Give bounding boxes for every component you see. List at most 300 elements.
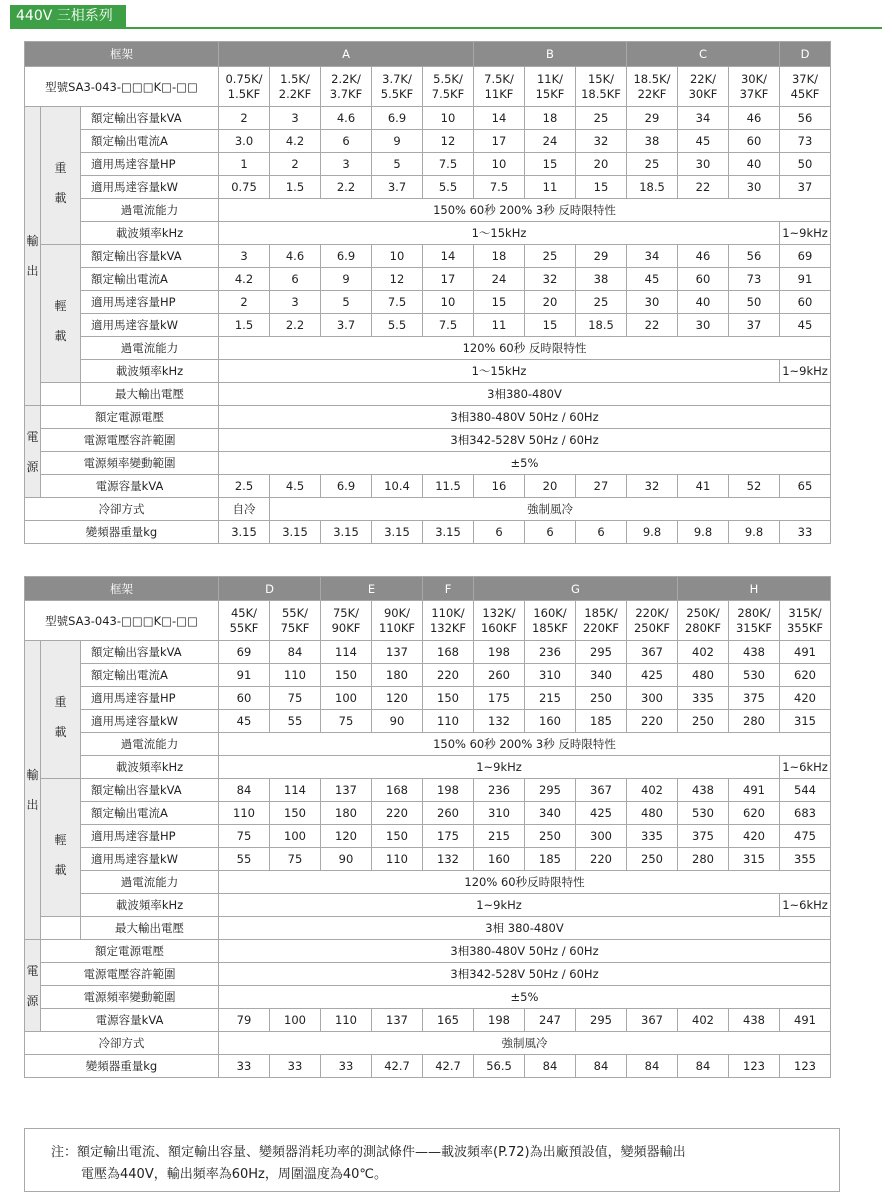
light-value: 2.2 — [270, 314, 321, 337]
frame-a: A — [219, 42, 474, 67]
spec-label: 額定輸出電流A — [81, 130, 219, 153]
light-value: 10 — [372, 245, 423, 268]
model-cell: 250K/ 280KF — [678, 601, 729, 641]
model-cell: 3.7K/ 5.5KF — [372, 67, 423, 107]
spec-label: 額定電源電壓 — [41, 406, 219, 429]
heavy-group-label: 重 載 — [41, 107, 81, 245]
heavy-value: 24 — [525, 130, 576, 153]
frame-g: G — [474, 577, 678, 601]
light-merged-value: 120% 60秒 反時限特性 — [219, 337, 831, 360]
light-value: 132 — [423, 848, 474, 871]
heavy-value: 37 — [780, 176, 831, 199]
power-value: 137 — [372, 1009, 423, 1032]
light-value: 295 — [525, 779, 576, 802]
weight-value: 84 — [627, 1055, 678, 1078]
light-value: 46 — [678, 245, 729, 268]
model-cell: 37K/ 45KF — [780, 67, 831, 107]
light-value: 180 — [321, 802, 372, 825]
model-cell: 22K/ 30KF — [678, 67, 729, 107]
spec-label: 額定輸出電流A — [81, 664, 219, 687]
light-value: 250 — [627, 848, 678, 871]
power-value: 295 — [576, 1009, 627, 1032]
weight-value: 42.7 — [372, 1055, 423, 1078]
model-cell: 30K/ 37KF — [729, 67, 780, 107]
heavy-value: 4.6 — [321, 107, 372, 130]
heavy-value: 260 — [474, 664, 525, 687]
power-value: 110 — [321, 1009, 372, 1032]
heavy-value: 160 — [525, 710, 576, 733]
heavy-value: 73 — [780, 130, 831, 153]
light-value: 73 — [729, 268, 780, 291]
light-merged-value: 1～15kHz — [219, 360, 780, 383]
heavy-value: 280 — [729, 710, 780, 733]
frame-h: H — [678, 577, 831, 601]
weight-value: 84 — [678, 1055, 729, 1078]
light-value: 310 — [474, 802, 525, 825]
heavy-value: 3 — [270, 107, 321, 130]
light-value: 17 — [423, 268, 474, 291]
light-value: 150 — [270, 802, 321, 825]
heavy-value: 220 — [423, 664, 474, 687]
spec-table-lower — [24, 576, 831, 1078]
spec-label: 額定輸出容量kVA — [81, 107, 219, 130]
heavy-value: 45 — [678, 130, 729, 153]
light-value: 280 — [678, 848, 729, 871]
heavy-value: 18 — [525, 107, 576, 130]
power-merged-value: ±5% — [219, 452, 831, 475]
spec-label: 變頻器重量kg — [25, 521, 219, 544]
light-value: 236 — [474, 779, 525, 802]
heavy-value: 215 — [525, 687, 576, 710]
spec-label: 電源電壓容許範圍 — [41, 429, 219, 452]
heavy-value: 620 — [780, 664, 831, 687]
weight-value: 33 — [321, 1055, 372, 1078]
cooling-rest-value: 強制風冷 — [219, 1032, 831, 1055]
light-value: 11 — [474, 314, 525, 337]
spec-label: 適用馬達容量HP — [81, 687, 219, 710]
light-value: 91 — [780, 268, 831, 291]
heavy-value: 14 — [474, 107, 525, 130]
power-value: 100 — [270, 1009, 321, 1032]
light-value: 250 — [525, 825, 576, 848]
power-value: 198 — [474, 1009, 525, 1032]
spec-label: 過電流能力 — [81, 871, 219, 894]
spec-label: 過電流能力 — [81, 337, 219, 360]
light-value: 25 — [525, 245, 576, 268]
power-merged-value: 3相342-528V 50Hz / 60Hz — [219, 963, 831, 986]
weight-value: 123 — [780, 1055, 831, 1078]
power-merged-value: 3相380-480V 50Hz / 60Hz — [219, 940, 831, 963]
model-label: 型號SA3-043-□□□K□-□□ — [25, 601, 219, 641]
light-value: 315 — [729, 848, 780, 871]
heavy-value: 15 — [576, 176, 627, 199]
model-row — [25, 601, 831, 641]
heavy-value: 438 — [729, 641, 780, 664]
heavy-row — [25, 199, 831, 222]
heavy-value: 132 — [474, 710, 525, 733]
light-value: 2 — [219, 291, 270, 314]
model-cell: 11K/ 15KF — [525, 67, 576, 107]
note-line-2: 電壓為440V，輸出頻率為60Hz，周圍溫度為40℃。 — [81, 1167, 387, 1182]
light-value: 7.5 — [423, 314, 474, 337]
heavy-value: 295 — [576, 641, 627, 664]
light-value: 420 — [729, 825, 780, 848]
cooling-first-value: 自冷 — [219, 498, 270, 521]
weight-value: 9.8 — [627, 521, 678, 544]
frame-c: C — [627, 42, 780, 67]
light-value: 45 — [627, 268, 678, 291]
max-voltage-row — [25, 383, 831, 406]
heavy-value: 55 — [270, 710, 321, 733]
heavy-value: 50 — [780, 153, 831, 176]
model-cell: 110K/ 132KF — [423, 601, 474, 641]
model-cell: 5.5K/ 7.5KF — [423, 67, 474, 107]
light-value: 100 — [270, 825, 321, 848]
weight-value: 56.5 — [474, 1055, 525, 1078]
weight-row — [25, 521, 831, 544]
power-row — [25, 940, 831, 963]
heavy-value: 5 — [372, 153, 423, 176]
light-merged-value: 120% 60秒反時限特性 — [219, 871, 831, 894]
light-value: 480 — [627, 802, 678, 825]
heavy-value: 3.7 — [372, 176, 423, 199]
light-row — [25, 291, 831, 314]
light-group-label: 輕 載 — [41, 779, 81, 917]
weight-value: 3.15 — [423, 521, 474, 544]
heavy-value: 46 — [729, 107, 780, 130]
heavy-row — [25, 687, 831, 710]
power-value: 41 — [678, 475, 729, 498]
heavy-value: 84 — [270, 641, 321, 664]
light-value: 24 — [474, 268, 525, 291]
heavy-value: 1.5 — [270, 176, 321, 199]
cooling-rest-value: 強制風冷 — [270, 498, 831, 521]
model-cell: 55K/ 75KF — [270, 601, 321, 641]
max-voltage-row — [25, 917, 831, 940]
power-row — [25, 406, 831, 429]
heavy-value: 335 — [678, 687, 729, 710]
heavy-row — [25, 664, 831, 687]
weight-value: 3.15 — [372, 521, 423, 544]
model-label: 型號SA3-043-□□□K□-□□ — [25, 67, 219, 107]
spec-label: 適用馬達容量kW — [81, 848, 219, 871]
light-group-label: 輕 載 — [41, 245, 81, 383]
heavy-value: 32 — [576, 130, 627, 153]
power-value: 65 — [780, 475, 831, 498]
heavy-value: 4.2 — [270, 130, 321, 153]
power-value: 52 — [729, 475, 780, 498]
output-group-label: 輸 出 — [25, 641, 41, 940]
weight-value: 6 — [576, 521, 627, 544]
spec-label: 電源頻率變動範圍 — [41, 452, 219, 475]
heavy-value: 425 — [627, 664, 678, 687]
heavy-value: 90 — [372, 710, 423, 733]
heavy-value: 110 — [423, 710, 474, 733]
spec-label: 冷卻方式 — [25, 498, 219, 521]
model-cell: 132K/ 160KF — [474, 601, 525, 641]
weight-value: 3.15 — [270, 521, 321, 544]
heavy-group-label: 重 載 — [41, 641, 81, 779]
light-value: 40 — [678, 291, 729, 314]
heavy-row — [25, 710, 831, 733]
light-value: 620 — [729, 802, 780, 825]
heavy-row — [25, 756, 831, 779]
light-value: 438 — [678, 779, 729, 802]
heavy-value: 60 — [219, 687, 270, 710]
light-value: 367 — [576, 779, 627, 802]
model-cell: 90K/ 110KF — [372, 601, 423, 641]
light-value: 5 — [321, 291, 372, 314]
heavy-value: 7.5 — [474, 176, 525, 199]
spec-label: 電源容量kVA — [41, 475, 219, 498]
light-value: 6.9 — [321, 245, 372, 268]
spec-label: 變頻器重量kg — [25, 1055, 219, 1078]
light-value: 375 — [678, 825, 729, 848]
heavy-value: 0.75 — [219, 176, 270, 199]
spec-label: 電源容量kVA — [41, 1009, 219, 1032]
light-value: 491 — [729, 779, 780, 802]
power-row — [25, 429, 831, 452]
weight-value: 3.15 — [219, 521, 270, 544]
light-value: 15 — [474, 291, 525, 314]
heavy-value: 40 — [729, 153, 780, 176]
power-value: 10.4 — [372, 475, 423, 498]
weight-value: 6 — [474, 521, 525, 544]
note-box — [24, 1128, 840, 1192]
spec-label: 最大輸出電壓 — [81, 917, 219, 940]
light-value: 18.5 — [576, 314, 627, 337]
heavy-value: 75 — [270, 687, 321, 710]
heavy-tail-value: 1~6kHz — [780, 756, 831, 779]
light-tail-value: 1~6kHz — [780, 894, 831, 917]
weight-row — [25, 1055, 831, 1078]
light-value: 10 — [423, 291, 474, 314]
light-value: 25 — [576, 291, 627, 314]
power-merged-value: 3相342-528V 50Hz / 60Hz — [219, 429, 831, 452]
heavy-value: 12 — [423, 130, 474, 153]
frame-row — [25, 577, 831, 601]
heavy-value: 110 — [270, 664, 321, 687]
heavy-row — [25, 107, 831, 130]
light-value: 335 — [627, 825, 678, 848]
heavy-value: 69 — [219, 641, 270, 664]
heavy-value: 315 — [780, 710, 831, 733]
heavy-value: 168 — [423, 641, 474, 664]
note-line-1: 注：額定輸出電流、額定輸出容量、變頻器消耗功率的測試條件——載波頻率(P.72)為出廠預設值，變頻器輸出 — [51, 1145, 686, 1160]
spec-label: 適用馬達容量HP — [81, 291, 219, 314]
spec-label: 最大輸出電壓 — [81, 383, 219, 406]
heavy-value: 367 — [627, 641, 678, 664]
frame-row — [25, 42, 831, 67]
heavy-value: 6.9 — [372, 107, 423, 130]
light-value: 340 — [525, 802, 576, 825]
heavy-merged-value: 1～15kHz — [219, 222, 780, 245]
light-value: 4.2 — [219, 268, 270, 291]
model-cell: 315K/ 355KF — [780, 601, 831, 641]
weight-value: 9.8 — [678, 521, 729, 544]
heavy-value: 11 — [525, 176, 576, 199]
heavy-value: 60 — [729, 130, 780, 153]
max-voltage-spacer — [41, 383, 81, 406]
light-value: 55 — [219, 848, 270, 871]
light-value: 22 — [627, 314, 678, 337]
light-value: 90 — [321, 848, 372, 871]
power-value: 367 — [627, 1009, 678, 1032]
light-value: 30 — [678, 314, 729, 337]
model-cell: 0.75K/ 1.5KF — [219, 67, 270, 107]
light-value: 84 — [219, 779, 270, 802]
heavy-value: 91 — [219, 664, 270, 687]
heavy-value: 250 — [678, 710, 729, 733]
heavy-value: 7.5 — [423, 153, 474, 176]
power-value: 491 — [780, 1009, 831, 1032]
heavy-value: 300 — [627, 687, 678, 710]
weight-value: 84 — [576, 1055, 627, 1078]
light-value: 683 — [780, 802, 831, 825]
light-value: 20 — [525, 291, 576, 314]
spec-label: 額定輸出容量kVA — [81, 245, 219, 268]
section-title: 440V 三相系列 — [10, 5, 126, 27]
spec-label: 電源頻率變動範圍 — [41, 986, 219, 1009]
light-value: 3.7 — [321, 314, 372, 337]
frame-f: F — [423, 577, 474, 601]
heavy-value: 236 — [525, 641, 576, 664]
heavy-value: 6 — [321, 130, 372, 153]
light-row — [25, 825, 831, 848]
spec-label: 載波頻率kHz — [81, 360, 219, 383]
heavy-merged-value: 150% 60秒 200% 3秒 反時限特性 — [219, 199, 831, 222]
light-row — [25, 268, 831, 291]
heavy-value: 198 — [474, 641, 525, 664]
heavy-value: 310 — [525, 664, 576, 687]
heavy-value: 18.5 — [627, 176, 678, 199]
light-value: 1.5 — [219, 314, 270, 337]
light-row — [25, 779, 831, 802]
model-cell: 15K/ 18.5KF — [576, 67, 627, 107]
light-value: 220 — [576, 848, 627, 871]
model-cell: 7.5K/ 11KF — [474, 67, 525, 107]
light-value: 198 — [423, 779, 474, 802]
light-value: 7.5 — [372, 291, 423, 314]
heavy-value: 30 — [729, 176, 780, 199]
power-row — [25, 986, 831, 1009]
light-value: 32 — [525, 268, 576, 291]
model-cell: 18.5K/ 22KF — [627, 67, 678, 107]
light-value: 544 — [780, 779, 831, 802]
spec-label: 冷卻方式 — [25, 1032, 219, 1055]
light-value: 475 — [780, 825, 831, 848]
light-value: 3 — [270, 291, 321, 314]
spec-label: 適用馬達容量kW — [81, 176, 219, 199]
spec-label: 額定輸出容量kVA — [81, 641, 219, 664]
heavy-value: 185 — [576, 710, 627, 733]
frame-e: E — [321, 577, 423, 601]
power-value: 20 — [525, 475, 576, 498]
title-divider — [10, 27, 882, 29]
light-value: 137 — [321, 779, 372, 802]
frame-label: 框架 — [25, 577, 219, 601]
heavy-value: 38 — [627, 130, 678, 153]
light-value: 15 — [525, 314, 576, 337]
heavy-value: 45 — [219, 710, 270, 733]
power-value: 32 — [627, 475, 678, 498]
power-value: 247 — [525, 1009, 576, 1032]
heavy-value: 25 — [576, 107, 627, 130]
heavy-value: 2 — [270, 153, 321, 176]
heavy-value: 220 — [627, 710, 678, 733]
light-value: 110 — [219, 802, 270, 825]
light-value: 75 — [219, 825, 270, 848]
power-row — [25, 452, 831, 475]
heavy-value: 150 — [321, 664, 372, 687]
heavy-value: 15 — [525, 153, 576, 176]
light-value: 175 — [423, 825, 474, 848]
cooling-row — [25, 1032, 831, 1055]
heavy-value: 34 — [678, 107, 729, 130]
power-group-label: 電 源 — [25, 406, 41, 498]
light-value: 150 — [372, 825, 423, 848]
weight-value: 123 — [729, 1055, 780, 1078]
model-cell: 45K/ 55KF — [219, 601, 270, 641]
spec-label: 電源電壓容許範圍 — [41, 963, 219, 986]
heavy-value: 10 — [474, 153, 525, 176]
light-merged-value: 1~9kHz — [219, 894, 780, 917]
light-value: 9 — [321, 268, 372, 291]
power-value: 16 — [474, 475, 525, 498]
spec-label: 載波頻率kHz — [81, 756, 219, 779]
light-value: 425 — [576, 802, 627, 825]
light-row — [25, 245, 831, 268]
light-value: 355 — [780, 848, 831, 871]
heavy-value: 1 — [219, 153, 270, 176]
heavy-value: 250 — [576, 687, 627, 710]
heavy-value: 114 — [321, 641, 372, 664]
model-cell: 160K/ 185KF — [525, 601, 576, 641]
light-value: 110 — [372, 848, 423, 871]
power-value: 27 — [576, 475, 627, 498]
light-value: 37 — [729, 314, 780, 337]
heavy-value: 175 — [474, 687, 525, 710]
light-value: 185 — [525, 848, 576, 871]
spec-table-upper — [24, 41, 831, 544]
model-cell: 2.2K/ 3.7KF — [321, 67, 372, 107]
heavy-value: 340 — [576, 664, 627, 687]
light-value: 60 — [780, 291, 831, 314]
light-value: 12 — [372, 268, 423, 291]
heavy-value: 100 — [321, 687, 372, 710]
light-row — [25, 360, 831, 383]
light-value: 56 — [729, 245, 780, 268]
heavy-tail-value: 1~9kHz — [780, 222, 831, 245]
max-voltage-spacer — [41, 917, 81, 940]
frame-d: D — [219, 577, 321, 601]
power-value: 165 — [423, 1009, 474, 1032]
model-cell: 280K/ 315KF — [729, 601, 780, 641]
light-value: 168 — [372, 779, 423, 802]
heavy-value: 17 — [474, 130, 525, 153]
heavy-value: 420 — [780, 687, 831, 710]
heavy-row — [25, 733, 831, 756]
spec-label: 載波頻率kHz — [81, 894, 219, 917]
light-value: 114 — [270, 779, 321, 802]
heavy-value: 2 — [219, 107, 270, 130]
model-cell: 185K/ 220KF — [576, 601, 627, 641]
heavy-value: 137 — [372, 641, 423, 664]
frame-label: 框架 — [25, 42, 219, 67]
heavy-value: 10 — [423, 107, 474, 130]
spec-label: 額定輸出電流A — [81, 802, 219, 825]
weight-value: 3.15 — [321, 521, 372, 544]
